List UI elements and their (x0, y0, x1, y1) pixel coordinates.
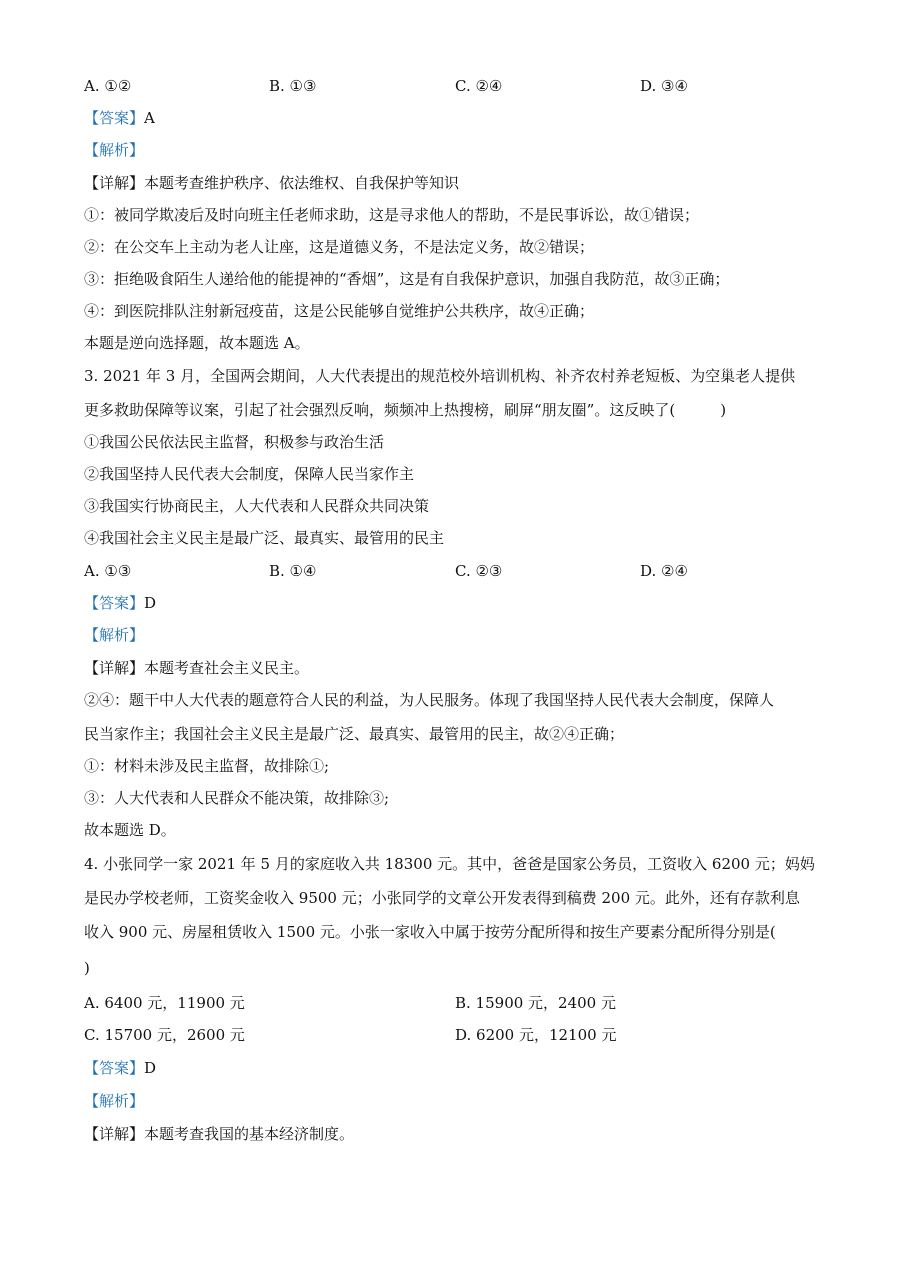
q3-option-a: A. ①③ (84, 562, 132, 580)
q3-detail-1: ②④：题干中人大代表的题意符合人民的利益，为人民服务。体现了我国坚持人民代表大会制度，保障人 (84, 691, 775, 709)
analysis-tag: 【解析】 (84, 626, 145, 644)
q2-option-a: A. ①② (84, 77, 132, 95)
q3-stem-1: 更多救助保障等议案，引起了社会强烈反响，频频冲上热搜榜，刷屏“朋友圈”。这反映了( ) (84, 401, 727, 419)
q4-stem-0: 4. 小张同学一家 2021 年 5 月的家庭收入共 18300 元。其中，爸爸是国家公务员，工资收入 6200 元；妈妈 (84, 855, 815, 873)
q3-detail-2: 民当家作主；我国社会主义民主是最广泛、最真实、最管用的民主，故②④正确； (84, 725, 625, 743)
q4-option-a: A. 6400 元，11900 元 (84, 994, 245, 1012)
detail-tag: 【详解】 (84, 659, 145, 677)
detail-tag: 【详解】 (84, 174, 145, 192)
answer-value: A (144, 109, 155, 127)
q4-stem-2: 收入 900 元、房屋租赁收入 1500 元。小张一家收入中属于按劳分配所得和按生产要素分配所得分别是( (84, 923, 776, 941)
q4-analysis-heading (84, 1091, 829, 1113)
q2-detail-0 (84, 173, 829, 195)
answer-value: D (144, 594, 157, 612)
analysis-tag: 【解析】 (84, 1092, 145, 1110)
q2-option-c: C. ②④ (455, 77, 503, 95)
q3-statement-2: ②我国坚持人民代表大会制度，保障人民当家作主 (84, 465, 415, 483)
q4-option-c: C. 15700 元，2600 元 (84, 1026, 245, 1044)
q4-answer (84, 1058, 829, 1080)
answer-tag: 【答案】 (84, 594, 145, 612)
q4-stem-3: ) (84, 959, 90, 977)
q4-detail-0 (84, 1124, 829, 1146)
detail-tag: 【详解】 (84, 1125, 145, 1143)
q2-detail-4: ④：到医院排队注射新冠疫苗，这是公民能够自觉维护公共秩序，故④正确； (84, 302, 595, 320)
analysis-tag: 【解析】 (84, 141, 145, 159)
q2-detail-2: ②：在公交车上主动为老人让座，这是道德义务，不是法定义务，故②错误； (84, 238, 595, 256)
q2-option-d: D. ③④ (640, 77, 688, 95)
q4-option-b: B. 15900 元，2400 元 (455, 994, 616, 1012)
q3-detail-0 (84, 658, 829, 680)
answer-tag: 【答案】 (84, 109, 145, 127)
q3-option-c: C. ②③ (455, 562, 503, 580)
detail-text: 本题考查社会主义民主。 (144, 659, 310, 677)
q2-detail-1: ①：被同学欺凌后及时向班主任老师求助，这是寻求他人的帮助，不是民事诉讼，故①错误； (84, 206, 700, 224)
detail-text: 本题考查我国的基本经济制度。 (144, 1125, 355, 1143)
q4-stem-1: 是民办学校老师，工资奖金收入 9500 元；小张同学的文章公开发表得到稿费 200 元。此外，还有存款利息 (84, 889, 800, 907)
answer-tag: 【答案】 (84, 1059, 145, 1077)
q2-detail-3: ③：拒绝吸食陌生人递给他的能提神的“香烟”，这是有自我保护意识，加强自我防范，故③正确； (84, 270, 730, 288)
q3-option-d: D. ②④ (640, 562, 688, 580)
q2-answer (84, 108, 829, 130)
q3-option-b: B. ①④ (269, 562, 317, 580)
q3-stem-0: 3. 2021 年 3 月，全国两会期间，人大代表提出的规范校外培训机构、补齐农村养老短板、为空巢老人提供 (84, 367, 796, 385)
q3-statement-1: ①我国公民依法民主监督，积极参与政治生活 (84, 433, 385, 451)
q2-detail-5: 本题是逆向选择题，故本题选 A。 (84, 334, 310, 352)
q3-statement-3: ③我国实行协商民主，人大代表和人民群众共同决策 (84, 497, 430, 515)
q3-answer (84, 593, 829, 615)
q3-analysis-heading (84, 625, 829, 647)
q2-analysis-heading (84, 140, 829, 162)
q4-option-d: D. 6200 元，12100 元 (455, 1026, 617, 1044)
q3-detail-5: 故本题选 D。 (84, 821, 176, 839)
q2-option-b: B. ①③ (269, 77, 317, 95)
q3-statement-4: ④我国社会主义民主是最广泛、最真实、最管用的民主 (84, 529, 445, 547)
answer-value: D (144, 1059, 157, 1077)
q3-detail-3: ①：材料未涉及民主监督，故排除①; (84, 757, 330, 775)
q3-detail-4: ③：人大代表和人民群众不能决策，故排除③; (84, 789, 390, 807)
detail-text: 本题考查维护秩序、依法维权、自我保护等知识 (144, 174, 460, 192)
